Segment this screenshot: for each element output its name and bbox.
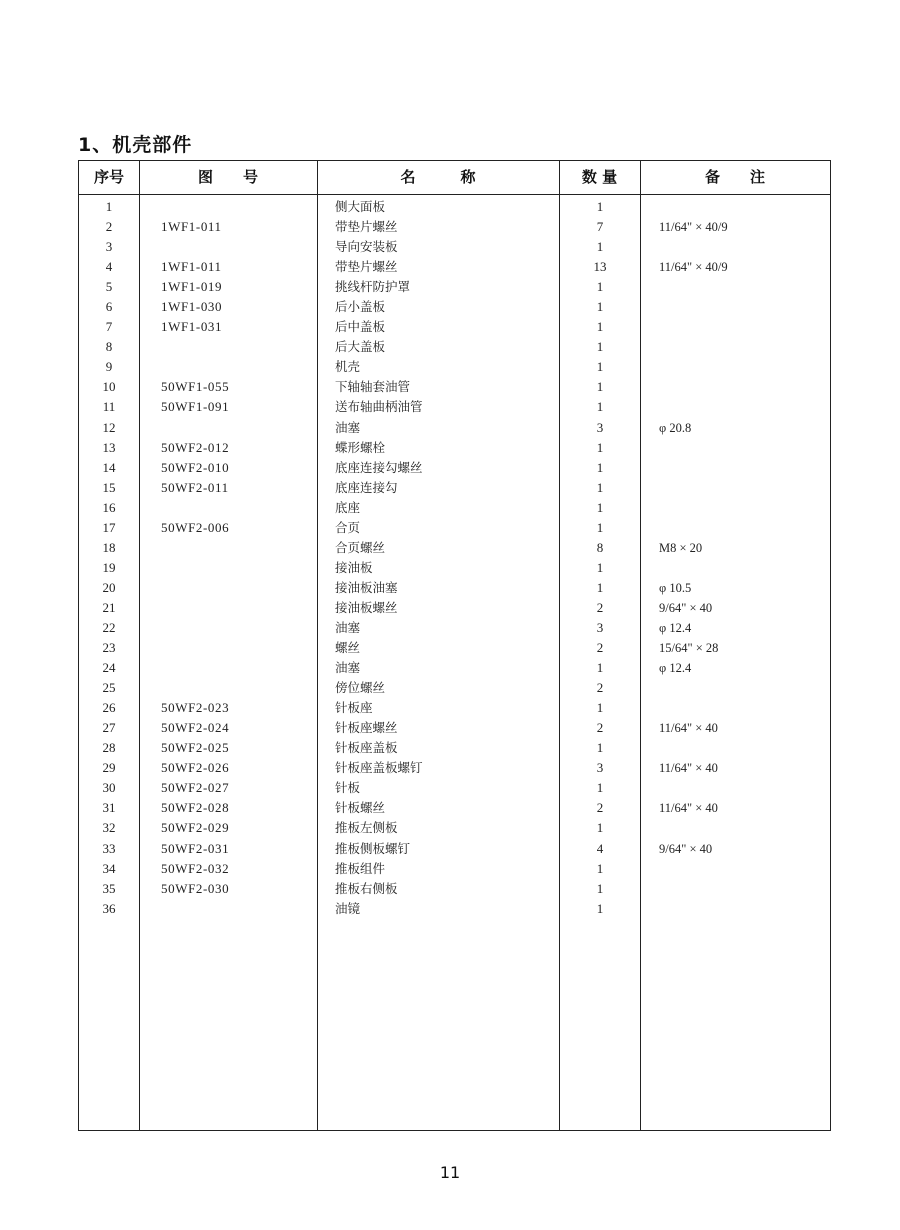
row-number: 33 [102,840,116,856]
part-number: 50WF2-011 [161,479,229,495]
remark [659,518,829,538]
part-name: 合页 [335,519,361,535]
part-name: 针板座 [335,700,373,716]
row-number: 31 [102,800,116,816]
remark [659,297,829,317]
quantity: 1 [596,499,604,515]
parts-table [78,160,831,1131]
table-row [79,237,829,257]
row-number: 35 [102,880,116,896]
part-name: 针板 [335,780,361,796]
table-row [79,498,829,518]
part-number [161,618,311,638]
part-name: 针板座螺丝 [335,720,398,736]
part-name: 蝶形螺栓 [335,439,386,455]
quantity: 1 [596,860,604,876]
part-name: 后大盖板 [335,339,386,355]
section-heading: 1、机壳部件 [78,134,193,156]
part-number: 50WF2-006 [161,519,230,535]
part-number: 1WF1-011 [161,259,222,275]
quantity: 2 [596,800,604,816]
part-name: 油塞 [335,419,361,435]
part-name: 下轴轴套油管 [335,379,411,395]
table-row [79,297,829,317]
part-name: 油塞 [335,660,361,676]
table-row [79,377,829,397]
part-name: 螺丝 [335,640,361,656]
row-number: 16 [102,499,116,515]
table-row [79,257,829,277]
part-name: 后小盖板 [335,299,386,315]
table-row [79,337,829,357]
part-number: 50WF2-032 [161,860,230,876]
part-number [161,558,311,578]
part-number: 1WF1-030 [161,299,223,315]
quantity: 7 [596,219,604,235]
part-name: 针板座盖板螺钉 [335,760,423,776]
row-number: 34 [102,860,116,876]
part-number: 1WF1-031 [161,319,223,335]
remark [659,438,829,458]
quantity: 4 [596,840,604,856]
table-row [79,197,829,217]
table-row [79,879,829,899]
table-row [79,558,829,578]
quantity: 1 [596,359,604,375]
table-row [79,538,829,558]
row-number: 15 [102,479,116,495]
part-name: 后中盖板 [335,319,386,335]
header-name: 名 称 [400,168,476,186]
row-number: 29 [102,760,116,776]
remark [659,237,829,257]
row-number: 25 [102,680,116,696]
part-number [161,638,311,658]
quantity: 1 [596,319,604,335]
part-number: 50WF1-091 [161,399,230,415]
part-number: 50WF2-030 [161,880,230,896]
table-row [79,598,829,618]
part-number: 50WF2-012 [161,439,230,455]
part-number: 50WF2-023 [161,700,230,716]
remark: 11/64" × 40 [659,721,718,736]
row-number: 24 [102,660,116,676]
quantity: 1 [596,579,604,595]
row-number: 1 [105,199,113,214]
remark [659,818,829,838]
quantity: 2 [596,680,604,696]
remark [659,397,829,417]
quantity: 1 [596,700,604,716]
row-number: 36 [102,900,116,916]
remark [659,317,829,337]
part-name: 带垫片螺丝 [335,259,398,275]
quantity: 13 [593,259,607,275]
table-row [79,458,829,478]
table-row [79,518,829,538]
part-number [161,418,311,438]
quantity: 1 [596,279,604,295]
row-number: 5 [105,279,113,295]
part-number: 50WF2-010 [161,459,230,475]
table-row [79,438,829,458]
row-number: 13 [102,439,116,455]
part-number [161,578,311,598]
table-row [79,578,829,598]
row-number: 19 [102,559,116,575]
part-name: 导向安装板 [335,239,398,255]
quantity: 2 [596,640,604,656]
page-number: 11 [439,1163,461,1182]
row-number: 6 [105,299,113,315]
quantity: 1 [596,820,604,836]
table-row [79,277,829,297]
remark [659,337,829,357]
row-number: 30 [102,780,116,796]
table-row [79,658,829,678]
table-row [79,859,829,879]
header-divider [79,194,830,195]
part-name: 底座 [335,499,361,515]
row-number: 21 [102,599,116,615]
table-row [79,217,829,237]
part-name: 推板组件 [335,860,386,876]
remark [659,738,829,758]
quantity: 1 [596,439,604,455]
part-number [161,357,311,377]
remark: φ 12.4 [659,661,692,676]
part-number [161,658,311,678]
remark: φ 10.5 [659,580,692,595]
remark [659,498,829,518]
row-number: 9 [105,359,113,375]
quantity: 1 [596,900,604,916]
quantity: 1 [596,299,604,315]
part-number [161,337,311,357]
remark: M8 × 20 [659,540,703,555]
remark: φ 12.4 [659,620,692,635]
remark: 9/64" × 40 [659,600,713,615]
part-number: 50WF2-031 [161,840,230,856]
header-qty: 数 量 [581,168,618,186]
part-name: 油镜 [335,900,361,916]
quantity: 1 [596,379,604,395]
part-name: 油塞 [335,619,361,635]
quantity: 1 [596,559,604,575]
remark: 11/64" × 40/9 [659,260,728,275]
part-name: 针板螺丝 [335,800,386,816]
table-row [79,478,829,498]
table-row [79,678,829,698]
table-row [79,618,829,638]
row-number: 27 [102,720,116,736]
quantity: 1 [596,660,604,676]
quantity: 3 [596,760,604,776]
table-row [79,738,829,758]
part-number: 1WF1-019 [161,279,223,295]
quantity: 1 [596,519,604,535]
part-name: 挑线杆防护罩 [335,279,411,295]
part-number [161,538,311,558]
part-name: 送布轴曲柄油管 [335,399,423,415]
part-number: 50WF2-026 [161,760,230,776]
header-part-no: 图 号 [197,168,258,186]
remark: 11/64" × 40 [659,801,718,816]
quantity: 8 [596,539,604,555]
row-number: 11 [102,399,116,415]
table-body [79,197,829,919]
table-row [79,899,829,919]
table-row [79,839,829,859]
row-number: 8 [105,339,113,355]
remark [659,357,829,377]
remark: 11/64" × 40/9 [659,220,728,235]
part-number: 50WF2-028 [161,800,230,816]
row-number: 17 [102,519,116,535]
part-number: 50WF2-027 [161,780,230,796]
part-name: 侧大面板 [335,199,386,214]
part-number [161,899,311,919]
remark: 15/64" × 28 [659,641,719,656]
part-name: 带垫片螺丝 [335,219,398,235]
part-number: 50WF2-024 [161,720,230,736]
quantity: 1 [596,780,604,796]
remark [659,478,829,498]
part-name: 机壳 [335,359,361,375]
quantity: 2 [596,720,604,736]
part-number: 50WF2-029 [161,820,230,836]
row-number: 20 [102,579,116,595]
quantity: 1 [596,880,604,896]
table-row [79,638,829,658]
part-number [161,498,311,518]
row-number: 7 [105,319,113,335]
part-name: 推板侧板螺钉 [335,840,411,856]
part-name: 傍位螺丝 [335,680,386,696]
table-row [79,357,829,377]
quantity: 1 [596,479,604,495]
remark [659,899,829,919]
remark: 9/64" × 40 [659,841,713,856]
remark [659,678,829,698]
quantity: 2 [596,599,604,615]
row-number: 10 [102,379,116,395]
row-number: 18 [102,539,116,555]
remark [659,859,829,879]
table-row [79,818,829,838]
table-row [79,718,829,738]
part-number [161,678,311,698]
table-row [79,397,829,417]
row-number: 14 [102,459,116,475]
quantity: 1 [596,339,604,355]
remark: 11/64" × 40 [659,761,718,776]
part-number [161,197,311,217]
table-row [79,778,829,798]
remark [659,377,829,397]
part-name: 接油板螺丝 [335,599,398,615]
remark [659,277,829,297]
row-number: 23 [102,640,116,656]
part-name: 合页螺丝 [335,539,386,555]
quantity: 3 [596,619,604,635]
quantity: 3 [596,419,604,435]
table-row [79,317,829,337]
remark [659,698,829,718]
part-name: 针板座盖板 [335,740,398,756]
part-name: 底座连接勾 [335,479,398,495]
quantity: 1 [596,199,604,214]
row-number: 12 [102,419,116,435]
row-number: 26 [102,700,116,716]
part-number [161,598,311,618]
table-row [79,798,829,818]
remark [659,879,829,899]
part-name: 推板右侧板 [335,880,398,896]
row-number: 2 [105,219,113,235]
part-name: 接油板 [335,559,373,575]
row-number: 22 [102,619,116,635]
part-name: 接油板油塞 [335,579,398,595]
header-remark: 备 注 [704,168,765,186]
table-row [79,758,829,778]
remark: φ 20.8 [659,420,692,435]
header-no: 序号 [93,168,124,186]
row-number: 3 [105,239,113,255]
remark [659,778,829,798]
table-row [79,418,829,438]
remark [659,197,829,217]
table-row [79,698,829,718]
part-name: 推板左侧板 [335,820,398,836]
quantity: 1 [596,399,604,415]
row-number: 32 [102,820,116,836]
quantity: 1 [596,239,604,255]
part-number [161,237,311,257]
part-number: 50WF2-025 [161,740,230,756]
row-number: 28 [102,740,116,756]
part-name: 底座连接勾螺丝 [335,459,423,475]
row-number: 4 [105,259,113,275]
part-number: 50WF1-055 [161,379,230,395]
part-number: 1WF1-011 [161,219,222,235]
remark [659,558,829,578]
remark [659,458,829,478]
quantity: 1 [596,740,604,756]
quantity: 1 [596,459,604,475]
